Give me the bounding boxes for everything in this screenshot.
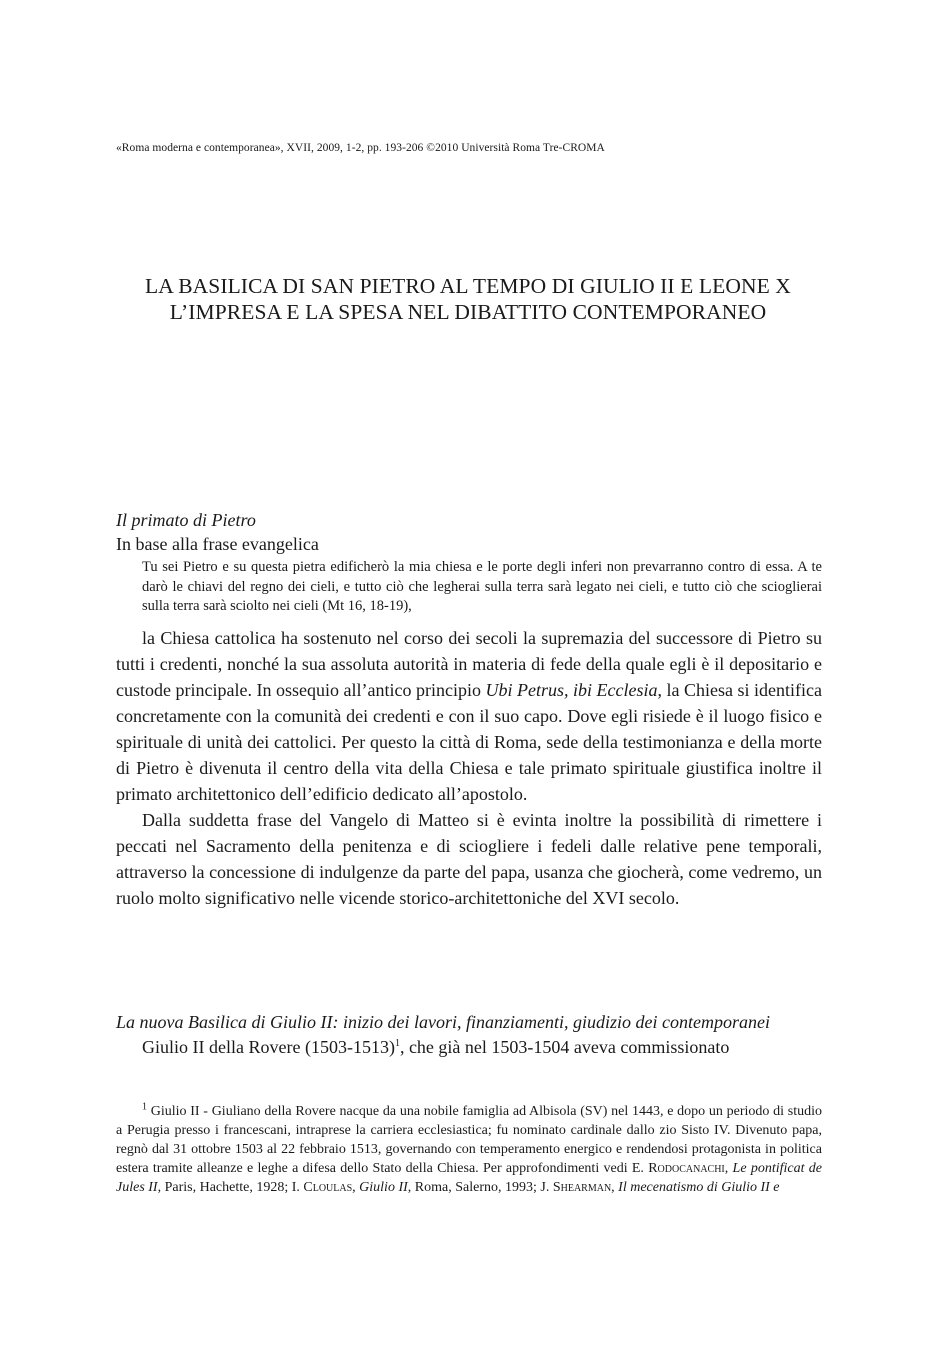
- footnote-text-b: , Paris, Hachette, 1928; I.: [157, 1180, 304, 1195]
- footnote-text-a: Giulio II - Giuliano della Rovere nacque da una nobile famiglia ad Albisola (SV) nel 1443, e dopo un periodo di studio a Perugia presso i francescani, intraprese la carriera ecclesiastica; fu nominato cardinale dallo zio Sisto IV. Divenuto papa, regnò dal 31 ottobre 1503 al 22 febbraio 1513, governando con temperamento energico e rendendosi protagonista in politica estera tramite alleanze e leghe a difesa dello Stato della Chiesa. Per approfondimenti vedi E.: [116, 1104, 822, 1176]
- paragraph-1-text-a: la Chiesa cattolica ha sostenuto nel corso dei secoli la supremazia del successore di Pietro su tutti i credenti, nonché la sua assoluta autorità in materia di fede della quale egli è il depositario e custode principale. In ossequio all’antico principio: [116, 627, 822, 700]
- comma-1: ,: [724, 1161, 733, 1176]
- footnote-number: 1: [142, 1101, 147, 1113]
- work-mecenatismo: Il mecenatismo di Giulio II e: [618, 1180, 780, 1195]
- author-cloulas: Cloulas: [303, 1180, 353, 1195]
- section-heading-primato: Il primato di Pietro: [116, 510, 256, 530]
- author-shearman: Shearman: [552, 1180, 612, 1195]
- paragraph-1-text-b: , la Chiesa si identifica concretamente con la comunità dei credenti e con il suo capo. Dove egli risiede è il luogo fisico e spirituale di unità dei cattolici. Per questo la città di Roma, sede della testimonianza e della morte di Pietro è divenuta il centro della vita della Chiesa e tale primato spirituale giustifica inoltre il primato architettonico dell’edificio dedicato all’apostolo.: [116, 679, 823, 804]
- block-quote: Tu sei Pietro e su questa pietra edificherò la mia chiesa e le porte degli inferi non prevarranno contro di essa. A te darò le chiavi del regno dei cieli, e tutto ciò che legherai sulla terra sarà legato nei cieli, e tutto ciò che scioglierai sulla terra sarà sciolto nei cieli (Mt 16, 18-19),: [142, 559, 822, 614]
- section-nuova-basilica: [116, 1010, 822, 1060]
- footnote-ref-1[interactable]: 1: [394, 1038, 400, 1049]
- footnote-text-c: , Roma, Salerno, 1993; J.: [407, 1180, 553, 1195]
- work-pontificat: Le pontificat de Jules II: [116, 1161, 822, 1195]
- paragraph-1: [116, 625, 822, 807]
- section1-body: [116, 625, 822, 911]
- running-head: «Roma moderna e contemporanea», XVII, 2009, 1-2, pp. 193-206 ©2010 Università Roma Tre-CROMA: [116, 142, 605, 154]
- ubi-petrus-phrase: Ubi Petrus, ibi Ecclesia: [485, 679, 658, 700]
- footnote-text: [116, 1102, 822, 1197]
- section-heading-nuova-basilica: La nuova Basilica di Giulio II: inizio dei lavori, finanziamenti, giudizio dei contemporanei: [116, 1012, 770, 1032]
- comma-3: ,: [611, 1180, 619, 1195]
- section2-body: [116, 1034, 822, 1060]
- comma-2: ,: [352, 1180, 360, 1195]
- article-title: [100, 273, 836, 325]
- author-rodocanachi: Rodocanachi: [648, 1161, 725, 1176]
- paragraph-2: Dalla suddetta frase del Vangelo di Matteo si è evinta inoltre la possibilità di rimettere i peccati nel Sacramento della penitenza e di sciogliere i fedeli dalle relative pene temporali, attraverso la concessione di indulgenze da parte del papa, usanza che giocherà, come vedremo, un ruolo molto significativo nelle vicende storico-architettoniche del XVI secolo.: [116, 809, 822, 908]
- paragraph-3: [116, 1034, 822, 1060]
- footnote-1: [116, 1102, 822, 1197]
- title-line-2: L’IMPRESA E LA SPESA NEL DIBATTITO CONTEMPORANEO: [169, 300, 767, 324]
- work-giulio-ii: Giulio II: [359, 1180, 408, 1195]
- section-primato: [116, 508, 822, 911]
- paragraph-3-text-a: Giulio II della Rovere (1503-1513): [142, 1037, 395, 1057]
- title-line-1: LA BASILICA DI SAN PIETRO AL TEMPO DI GIULIO II E LEONE X: [145, 274, 791, 298]
- intro-line: In base alla frase evangelica: [116, 534, 319, 554]
- paragraph-3-text-b: , che già nel 1503-1504 aveva commissionato: [399, 1037, 730, 1057]
